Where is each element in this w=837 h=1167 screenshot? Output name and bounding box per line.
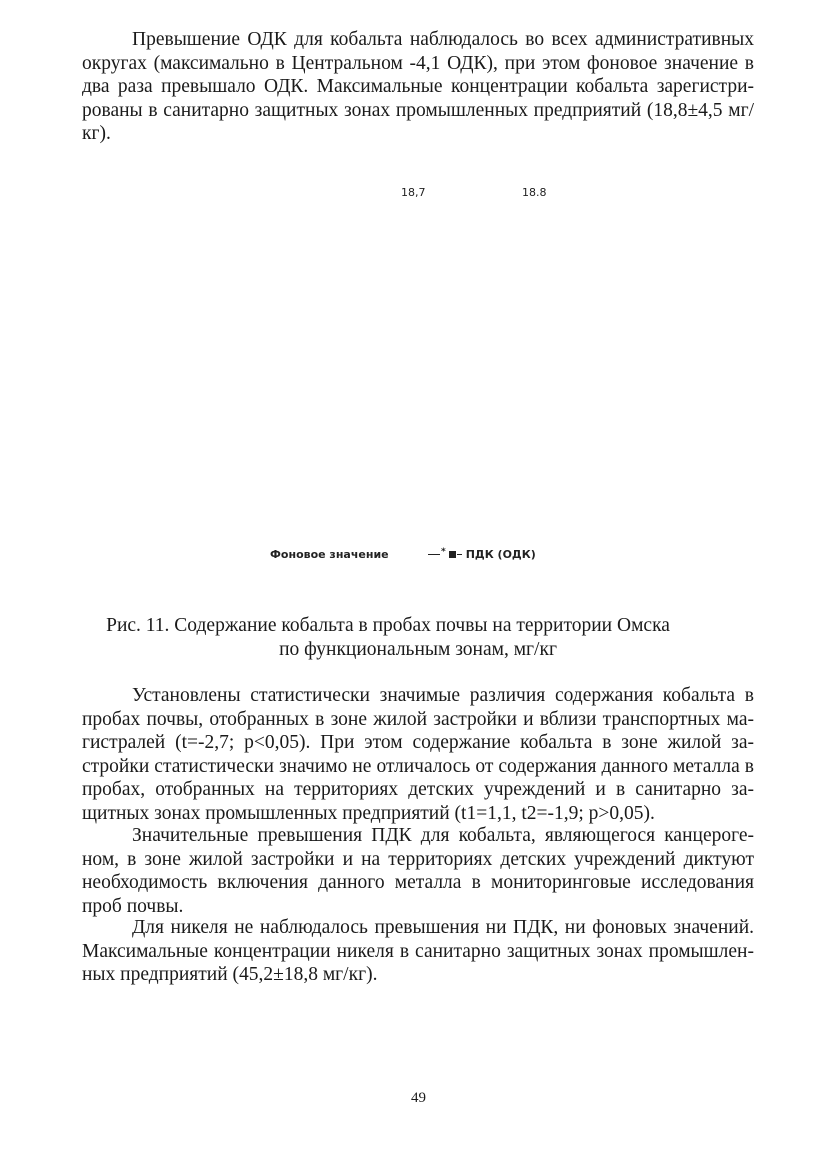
legend-background-label: Фоновое значение: [270, 548, 389, 561]
figure-caption-line-1: Рис. 11. Содержание кобальта в пробах почвы на территории Омска: [106, 615, 670, 636]
chart-data-label: 18.8: [522, 186, 547, 199]
figure-caption-line-2: по функциональным зонам, мг/кг: [279, 639, 557, 660]
paragraph-cobalt-excess: Превышение ОДК для кобальта наблюдалось во всех административных округах (максимально в Центральном -4,1 ОДК), при этом фоновое значение в два раза превышало ОДК. Максимальные концентрации кобальта зарегистри-рованы в санитарно защитных зонах промышленных предприятий (18,8±4,5 мг/кг).: [82, 29, 754, 144]
legend-line-icon: [428, 554, 440, 555]
legend-pdk-entry: [428, 548, 536, 561]
legend-star-marker: *: [441, 546, 446, 557]
paragraph-nickel: Для никеля не наблюдалось превышения ни ПДК, ни фоновых значений. Максимальные концентрации никеля в санитарно защитных зонах промышлен-ных предприятий (45,2±18,8 мг/кг).: [82, 917, 754, 985]
legend-square-icon: [449, 551, 456, 558]
paragraph-monitoring: Значительные превышения ПДК для кобальта, являющегося канцероге-ном, в зоне жилой застройки и на территориях детских учреждений диктуют необходимость включения данного металла в мониторинговые исследования проб почвы.: [82, 825, 754, 917]
legend-line-icon: [457, 554, 462, 555]
legend-pdk-label: ПДК (ОДК): [465, 548, 536, 561]
chart-data-label: 18,7: [401, 186, 426, 199]
page-number: 49: [411, 1090, 426, 1106]
figure-caption: [82, 614, 754, 662]
paragraph-statistics: Установлены статистически значимые различия содержания кобальта в пробах почвы, отобранных в зоне жилой застройки и вблизи транспортных ма-гистралей (t=-2,7; p<0,05). При этом содержание кобальта в зоне жилой за-стройки статистически значимо не отличалось от содержания данного металла в пробах, отобранных на территориях детских учреждений и в санитарно за-щитных зонах промышленных предприятий (t1=1,1, t2=-1,9; p>0,05).: [82, 685, 754, 824]
